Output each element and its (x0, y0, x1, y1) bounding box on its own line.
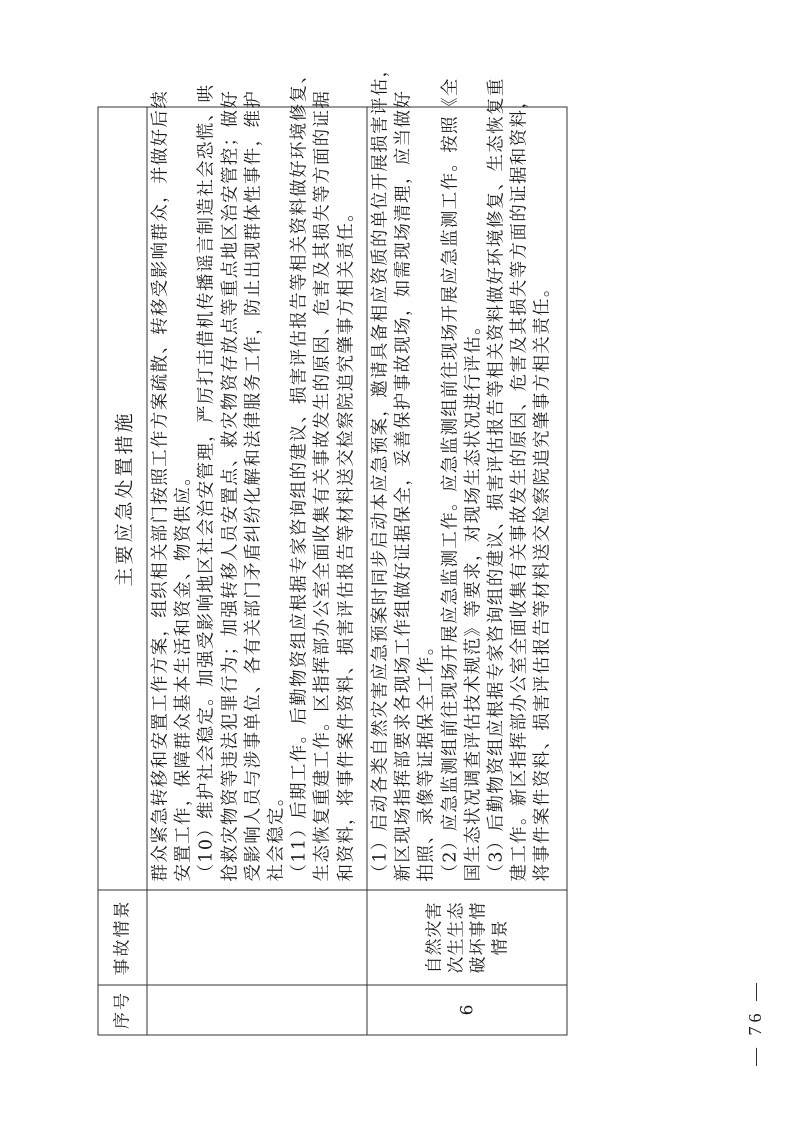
measure-line: （3）后勤物资组应根据专家咨询组的建议、损害评估报告等相关资料做好环境修复、生态恢复重 (486, 76, 507, 881)
row-scene: 自然灾害次生生态破坏事情情景 (367, 890, 567, 985)
measure-line: 生态恢复重建工作。区指挥部办公室全面收集有关事故发生的原因、危害及其损失等方面的证据 (312, 89, 333, 881)
measure-line: （10）维护社会稳定。加强受影响地区社会治安管理，严厉打击借机传播谣言制造社会恐慌、哄 (196, 83, 217, 881)
measure-line: 受影响人员与涉事单位、各有关部门矛盾纠纷化解和法律服务工作，防止出现群体性事件，维护 (242, 89, 263, 881)
row-measures (147, 64, 367, 890)
measure-line: （11）后期工作。后勤物资组应根据专家咨询组的建议、损害评估报告等相关资料做好环境修复、 (289, 64, 310, 881)
measure-line: 安置工作，保障群众基本生活和资金、物资供应。 (173, 466, 194, 881)
table-row (367, 107, 567, 1035)
measure-line: 和资料，将事件案件资料、损害评估报告等材料送交检察院追究肇事方相关责任。 (335, 202, 356, 881)
measure-line: （2）应急监测组前往现场开展应急监测工作。应急监测组前往现场开展应急监测工作。按照《全 (439, 76, 460, 881)
measure-line: 群众紧急转移和安置工作方案，组织相关部门按照工作方案疏散、转移受影响群众，并做好后续 (150, 89, 170, 881)
row-serial-no (147, 985, 367, 1035)
row-measures (367, 57, 567, 890)
measure-line: 新区现场指挥部要求各现场工作组做好证据保全，妥善保护事故现场，如需现场清理，应当做好 (393, 89, 414, 881)
header-serial-no: 序号 (98, 985, 147, 1035)
measure-line: 社会稳定。 (266, 786, 287, 881)
measure-line: 建工作。新区指挥部办公室全面收集有关事故发生的原因、危害及其损失等方面的证据和资料， (509, 89, 530, 881)
measure-line: 拍照、录像等证据保全工作。 (416, 635, 437, 881)
table-row (147, 107, 367, 1035)
header-main-measures: 主要应急处置措施 (98, 107, 147, 890)
measure-line: 国生态状况调查评估技术规范》等要求，对现场生态状况进行评估。 (462, 315, 483, 881)
header-accident-scene: 事故情景 (98, 890, 147, 985)
table-header-row (98, 107, 147, 1035)
emergency-measures-table (97, 57, 567, 1035)
measure-line: 将事件案件资料、损害评估报告等材料送交检察院追究肇事方相关责任。 (532, 277, 553, 881)
rotated-page-content (97, 57, 566, 1035)
page-number: — 76 — (745, 979, 765, 1066)
row-serial-no: 6 (367, 985, 567, 1035)
row-scene (147, 890, 367, 985)
measure-line: 抢救灾物资等违法犯罪行为；加强转移人员安置点、救灾物资存放点等重点地区治安管控；做好 (219, 89, 240, 881)
measure-line: （1）启动各类自然灾害应急预案时同步启动本应急预案，邀请具备相应资质的单位开展损害评估， (370, 57, 390, 881)
